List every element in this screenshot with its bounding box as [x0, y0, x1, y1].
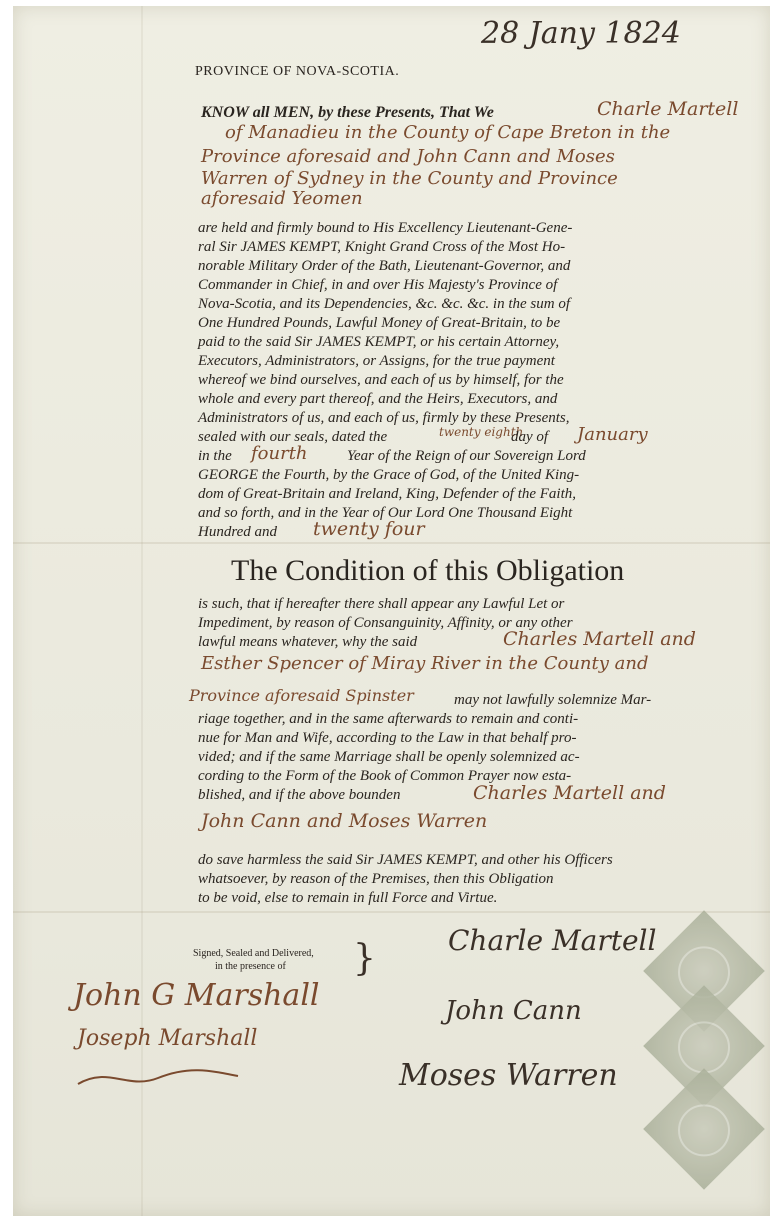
- bounden-prefix: blished, and if the above bounden: [198, 787, 401, 803]
- brace-mark: }: [353, 938, 376, 979]
- bond-text-line: Executors, Administrators, or Assigns, for the true payment: [198, 353, 555, 369]
- bond-names-hand: Province aforesaid and John Cann and Moses: [201, 146, 615, 167]
- paper-fold: [13, 911, 770, 913]
- condition-text-line: riage together, and in the same afterwards to remain and conti-: [198, 711, 579, 727]
- condition-text-line: do save harmless the said Sir JAMES KEMPT, and other his Officers: [198, 852, 613, 868]
- year-rest: Year of the Reign of our Sovereign Lord: [347, 448, 586, 464]
- condition-text-line: Impediment, by reason of Consanguinity, Affinity, or any other: [198, 615, 573, 631]
- signer-signature: Charle Martell: [448, 924, 657, 957]
- parties-hand: Charles Martell and: [503, 628, 696, 650]
- paper-fold: [13, 542, 770, 544]
- document-sheet: [13, 6, 770, 1216]
- dated-day-hand: twenty eighth: [439, 425, 524, 439]
- bond-names-hand: Warren of Sydney in the County and Province: [201, 168, 618, 189]
- bond-text-line: norable Military Order of the Bath, Lieutenant-Governor, and: [198, 258, 571, 274]
- bond-names-hand: Charle Martell: [597, 98, 739, 120]
- bond-text-line: dom of Great-Britain and Ireland, King, Defender of the Faith,: [198, 486, 577, 502]
- bond-text-line: paid to the said Sir JAMES KEMPT, or his certain Attorney,: [198, 334, 560, 350]
- witness-signature: John G Marshall: [73, 978, 320, 1013]
- wax-seal: [643, 1068, 765, 1190]
- bond-text-line: and so forth, and in the Year of Our Lord One Thousand Eight: [198, 505, 573, 521]
- dated-mid: day of: [511, 429, 549, 445]
- condition-text-line: vided; and if the same Marriage shall be openly solemnized ac-: [198, 749, 580, 765]
- signer-signature: Moses Warren: [399, 1058, 618, 1093]
- bond-text-line: Nova-Scotia, and its Dependencies, &c. &c. &c. in the sum of: [198, 296, 571, 312]
- bond-opening: KNOW all MEN, by these Presents, That We: [201, 104, 494, 121]
- witness-label: in the presence of: [215, 961, 286, 972]
- bounden-hand: Charles Martell and: [473, 782, 666, 804]
- province-heading: PROVINCE OF NOVA-SCOTIA.: [195, 64, 400, 79]
- bond-text-line: GEORGE the Fourth, by the Grace of God, of the United King-: [198, 467, 580, 483]
- date-note: 28 Jany 1824: [481, 16, 681, 51]
- after-hand: may not lawfully solemnize Mar-: [454, 692, 652, 708]
- bond-text-line: Administrators of us, and each of us, firmly by these Presents,: [198, 410, 570, 426]
- witness-signature: Joseph Marshall: [77, 1026, 258, 1051]
- parties-hand: Esther Spencer of Miray River in the County and: [201, 653, 649, 674]
- condition-text-line: whatsoever, by reason of the Premises, then this Obligation: [198, 871, 554, 887]
- condition-text-line: is such, that if hereafter there shall appear any Lawful Let or: [198, 596, 565, 612]
- bond-text-line: ral Sir JAMES KEMPT, Knight Grand Cross of the Most Ho-: [198, 239, 566, 255]
- bounden-hand: John Cann and Moses Warren: [201, 810, 488, 832]
- dated-month-hand: January: [577, 424, 648, 445]
- signer-signature: John Cann: [445, 996, 582, 1026]
- condition-text-line: to be void, else to remain in full Force and Virtue.: [198, 890, 498, 906]
- parties-hand: Province aforesaid Spinster: [189, 686, 414, 705]
- witness-label: Signed, Sealed and Delivered,: [193, 948, 314, 959]
- bond-text-line: whereof we bind ourselves, and each of us by himself, for the: [198, 372, 564, 388]
- lawful-prefix: lawful means whatever, why the said: [198, 634, 418, 650]
- year-reign-hand: fourth: [251, 443, 308, 464]
- condition-text-line: cording to the Form of the Book of Common Prayer now esta-: [198, 768, 572, 784]
- bond-names-hand: aforesaid Yeomen: [201, 188, 363, 209]
- condition-title: The Condition of this Obligation: [231, 554, 625, 587]
- year-hand: twenty four: [313, 518, 425, 540]
- bond-names-hand: of Manadieu in the County of Cape Breton in the: [225, 122, 671, 143]
- bond-text-line: are held and firmly bound to His Excellency Lieutenant-Gene-: [198, 220, 573, 236]
- flourish-mark: [68, 1056, 248, 1096]
- bond-text-line: One Hundred Pounds, Lawful Money of Great-Britain, to be: [198, 315, 561, 331]
- bond-text-line: whole and every part thereof, and the Heirs, Executors, and: [198, 391, 558, 407]
- hundred-and: Hundred and: [198, 524, 278, 540]
- dated-prefix: sealed with our seals, dated the: [198, 429, 388, 445]
- bond-text-line: Commander in Chief, in and over His Majesty's Province of: [198, 277, 558, 293]
- condition-text-line: nue for Man and Wife, according to the Law in that behalf pro-: [198, 730, 577, 746]
- year-in: in the: [198, 448, 232, 464]
